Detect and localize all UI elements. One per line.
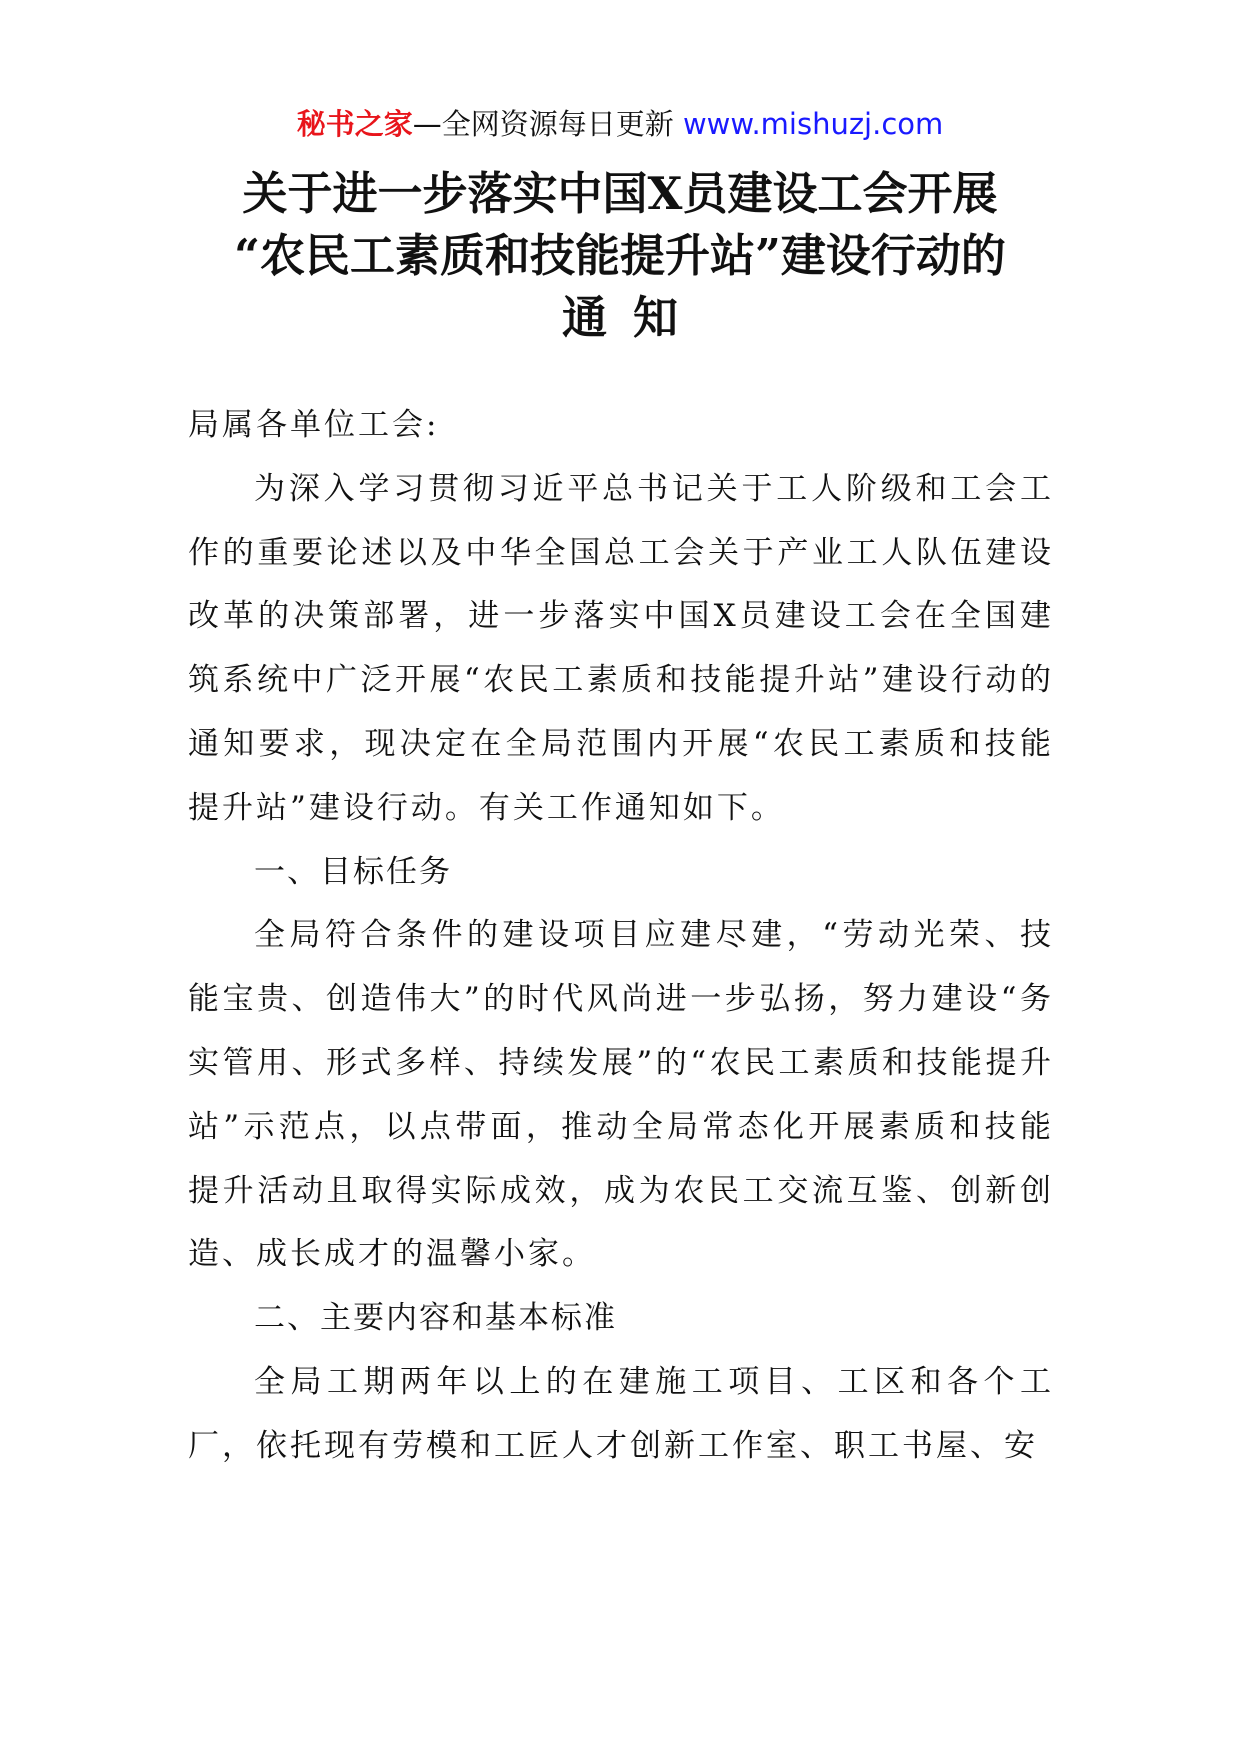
title-line-1: 关于进一步落实中国X员建设工会开展 [242, 167, 998, 220]
document-title [150, 163, 1090, 349]
title-line-2: “农民工素质和技能提升站”建设行动的 [234, 229, 1006, 282]
intro-paragraph: 为深入学习贯彻习近平总书记关于工人阶级和工会工作的重要论述以及中华全国总工会关于产业工人队伍建设改革的决策部署，进一步落实中国X员建设工会在全国建筑系统中广泛开展“农民工素质和技能提升站”建设行动的通知要求，现决定在全局范围内开展“农民工素质和技能提升站”建设行动。有关工作通知如下。 [188, 470, 1054, 826]
salutation: 局属各单位工会: [188, 407, 440, 443]
header-slogan: —全网资源每日更新 [412, 107, 683, 141]
document-body [188, 394, 1054, 1479]
section-heading-2: 二、主要内容和基本标准 [254, 1300, 617, 1337]
section-paragraph-2: 全局工期两年以上的在建施工项目、工区和各个工厂，依托现有劳模和工匠人才创新工作室、职工书屋、安 [188, 1363, 1054, 1464]
title-line-3: 通知 [561, 291, 704, 344]
section-paragraph-1: 全局符合条件的建设项目应建尽建，“劳动光荣、技能宝贵、创造伟大”的时代风尚进一步弘扬，努力建设“务实管用、形式多样、持续发展”的“农民工素质和技能提升站”示范点，以点带面，推动全局常态化开展素质和技能提升活动且取得实际成效，成为农民工交流互鉴、创新创造、成长成才的温馨小家。 [188, 917, 1054, 1273]
site-header [0, 104, 1240, 144]
section-heading-1: 一、目标任务 [254, 853, 452, 890]
brand-name: 秘书之家 [296, 107, 413, 141]
site-url[interactable]: www.mishuzj.com [682, 107, 944, 141]
